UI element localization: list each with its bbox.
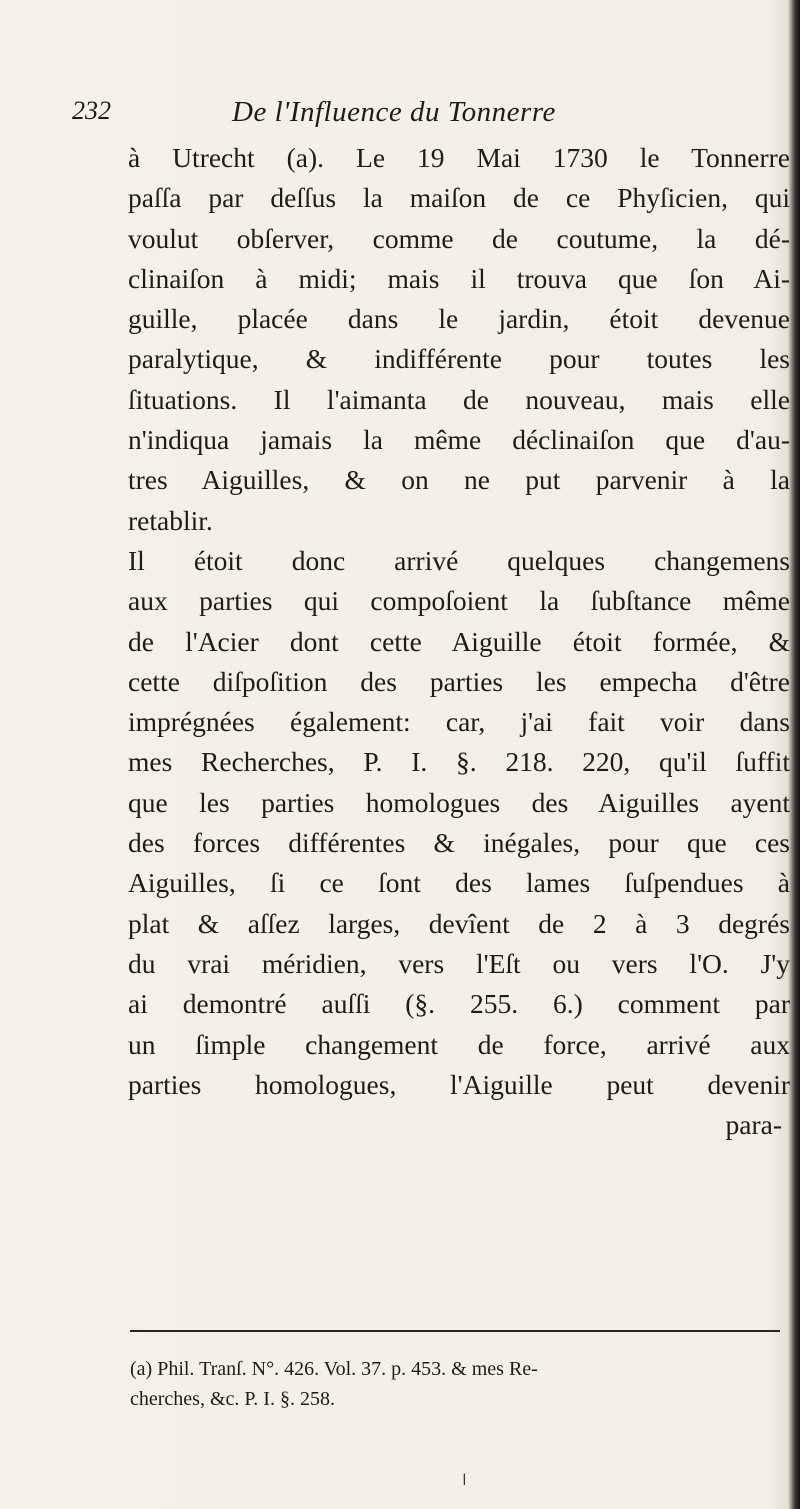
paragraph-start-line: Il étoit donc arrivé quelques changemens [128, 544, 790, 576]
text-line: à Utrecht (a). Le 19 Mai 1730 le Tonnerre [128, 142, 790, 173]
page-number: 232 [72, 96, 111, 125]
text-line: paſſa par deſſus la maiſon de ce Phyſicien, qui [128, 182, 790, 214]
body-text [128, 138, 790, 1145]
text-line: que les parties homologues des Aiguilles ayent [128, 786, 790, 818]
text-line: parties homologues, l'Aiguille peut devenir [128, 1068, 790, 1100]
text-line: un ſimple changement de force, arrivé aux [128, 1028, 790, 1060]
footnote-rule [130, 1330, 780, 1332]
text-line: guille, placée dans le jardin, étoit devenue [128, 303, 790, 335]
text-line: aux parties qui compoſoient la ſubſtance même [128, 585, 790, 617]
text-line: paralytique, & indifférente pour toutes les [128, 343, 790, 375]
footnote-line: cherches, &c. P. I. §. 258. [130, 1388, 335, 1410]
text-line: plat & aſſez larges, devîent de 2 à 3 degrés [128, 907, 790, 939]
text-line: tres Aiguilles, & on ne put parvenir à la [128, 464, 790, 496]
text-line: Aiguilles, ſi ce ſont des lames ſuſpendues à [128, 867, 790, 899]
text-line: cette diſpoſition des parties les empecha d'être [128, 665, 790, 697]
text-line: ſituations. Il l'aimanta de nouveau, mais elle [128, 383, 790, 415]
text-line: de l'Acier dont cette Aiguille étoit formée, & [128, 625, 790, 657]
footnote-line: (a) Phil. Tranſ. N°. 426. Vol. 37. p. 453. & mes Re- [130, 1358, 538, 1380]
text-line: ai demontré auſſi (§. 255. 6.) comment par [128, 988, 790, 1020]
page-header [72, 96, 732, 136]
text-line: mes Recherches, P. I. §. 218. 220, qu'il ſuffit [128, 746, 790, 778]
footnote [130, 1354, 790, 1414]
text-line: du vrai méridien, vers l'Eſt ou vers l'O. J'y [128, 947, 790, 979]
text-line: imprégnées également: car, j'ai fait voir dans [128, 706, 790, 738]
text-line: des forces différentes & inégales, pour que ces [128, 827, 790, 859]
text-line: n'indiqua jamais la même déclinaiſon que d'au- [128, 424, 790, 456]
catchword: para- [725, 1109, 782, 1141]
text-line: voulut obſerver, comme de coutume, la dé- [128, 222, 790, 254]
text-line: clinaiſon à midi; mais il trouva que ſon Ai- [128, 262, 790, 294]
running-title: De l'Influence du Tonnerre [232, 96, 556, 128]
text-line: retablir. [128, 504, 213, 536]
ink-mark: ǀ [462, 1470, 467, 1489]
